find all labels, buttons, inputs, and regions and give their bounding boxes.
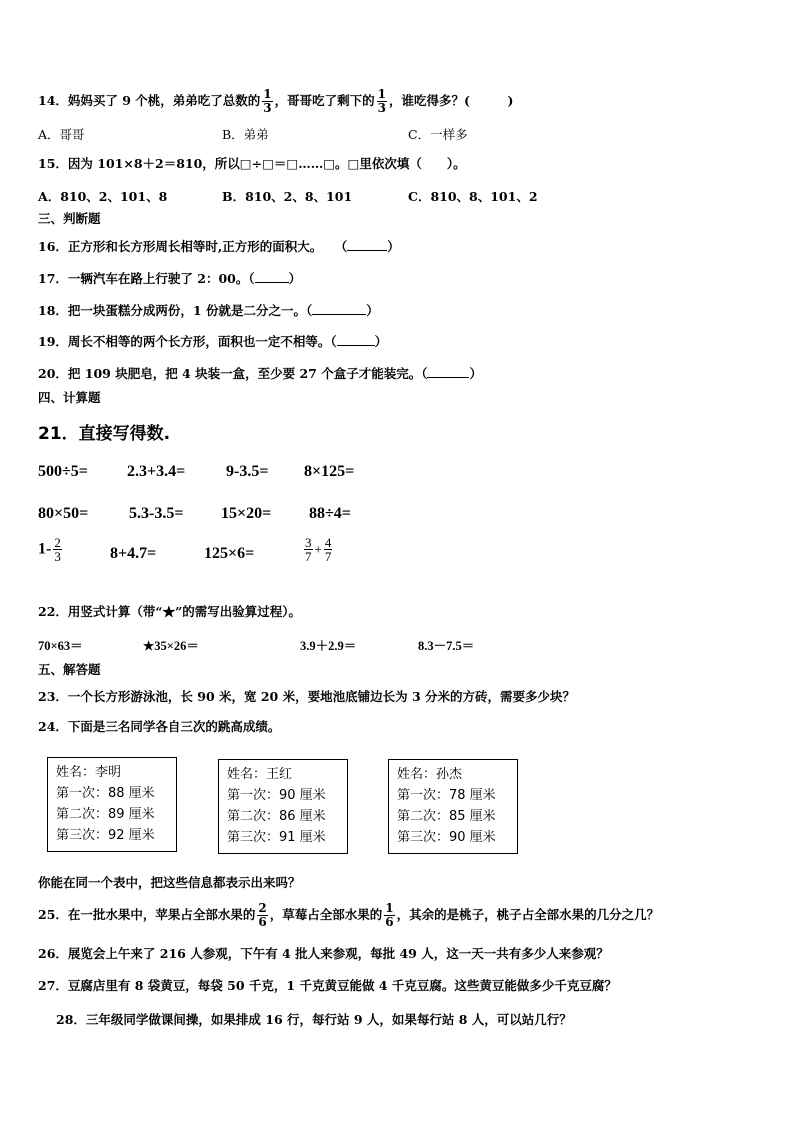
score-2: 第二次：89 厘米 [56,807,155,822]
calc-item: 80×50= [38,505,89,522]
calc-item: 9-3.5= [226,463,269,480]
question-24-ask: 你能在同一个表中，把这些信息都表示出来吗？ [38,875,301,890]
fraction [53,536,62,563]
answer-blank [255,270,289,283]
question-17 [38,270,301,287]
answer-blank [337,333,375,346]
q15-option-c: C．810、8、101、2 [408,189,538,204]
section-heading-4: 四、计算题 [38,390,101,405]
q19-text: 19．周长不相等的两个长方形，面积也一定不相等。（ [38,334,337,349]
fraction-denominator: 3 [263,101,272,115]
student-card [218,759,348,854]
calc-item: 15×20= [221,505,272,522]
question-27: 27．豆腐店里有 8 袋黄豆，每袋 50 千克，1 千克黄豆能做 4 千克豆腐。这些黄豆能做多少千克豆腐？ [38,978,617,993]
vertical-calc-item: ★35×26＝ [143,639,199,653]
q14-option-c: C．一样多 [408,127,468,142]
student-name: 姓名：李明 [56,765,122,780]
vertical-calc-item: 3.9＋2.9＝ [300,639,357,653]
question-22: 22．用竖式计算（带“★”的需写出验算过程）。 [38,604,302,619]
q25-suffix: ，其余的是桃子，桃子占全部水果的几分之几？ [396,907,660,922]
question-14 [38,88,513,115]
answer-blank [312,302,366,315]
fraction-denominator: 3 [377,101,387,115]
fraction-denominator: 7 [305,549,312,564]
calc-item: 500÷5= [38,463,88,480]
score-1: 第一次：90 厘米 [227,788,326,803]
fraction-numerator: 1 [377,87,387,101]
fraction-numerator: 2 [258,901,267,915]
q18-text: 18．把一块蛋糕分成两份，1 份就是二分之一。（ [38,303,313,318]
fraction-denominator: 3 [54,549,61,564]
calc-item: 8×125= [304,463,355,480]
section-heading-3: 三、判断题 [38,211,101,226]
fraction-numerator: 4 [324,535,332,550]
q14-mid: ，哥哥吃了剩下的 [274,93,375,108]
score-3: 第三次：92 厘米 [56,828,155,843]
calc-item: 125×6= [204,545,255,562]
calc-item: 8+4.7= [110,545,157,562]
q16-text: 16．正方形和长方形周长相等时,正方形的面积大。 （ [38,239,348,254]
q14-prefix: 14．妈妈买了 9 个桃，弟弟吃了总数的 [38,93,261,108]
q20-text: 20．把 109 块肥皂，把 4 块装一盒，至少要 27 个盒子才能装完。（ [38,366,428,381]
plus-sign: + [314,541,322,557]
question-20 [38,365,482,382]
calc-item: 5.3-3.5= [129,505,184,522]
student-name: 姓名：王红 [227,767,293,782]
close-paren: ） [366,303,379,318]
close-paren: ） [387,239,400,254]
q14-option-a: A．哥哥 [38,127,85,142]
question-21-title: 21．直接写得数. [38,424,171,444]
q25-mid: ，草莓占全部水果的 [269,907,383,922]
student-name: 姓名：孙杰 [397,767,463,782]
question-25 [38,902,659,929]
q17-text: 17．一辆汽车在路上行驶了 2：00。（ [38,271,255,286]
section-heading-5: 五、解答题 [38,662,101,677]
question-15: 15．因为 101×8＋2＝810，所以□÷□＝□……□。□里依次填（ ）。 [38,156,466,171]
fraction [262,88,272,115]
question-18 [38,302,379,319]
fraction-numerator: 2 [54,535,61,550]
calc-item: 2.3+3.4= [127,463,186,480]
close-paren: ） [374,334,388,349]
question-16 [38,238,400,255]
calc-item-fraction-sum [302,536,334,563]
question-26: 26．展览会上午来了 216 人参观，下午有 4 批人来参观，每批 49 人，这一天一共有多少人来参观？ [38,946,609,961]
fraction-denominator: 7 [324,549,332,564]
fraction-numerator: 1 [385,901,394,915]
score-3: 第三次：90 厘米 [397,830,496,845]
calc-prefix: 1- [38,540,52,558]
q14-suffix: ，谁吃得多？( ) [389,93,514,108]
score-1: 第一次：88 厘米 [56,786,155,801]
q15-option-a: A．810、2、101、8 [38,189,168,204]
score-2: 第二次：86 厘米 [227,809,326,824]
close-paren: ） [469,366,482,381]
q14-option-b: B．弟弟 [222,127,269,142]
close-paren: ） [288,271,302,286]
score-1: 第一次：78 厘米 [397,788,496,803]
calc-item: 88÷4= [309,505,351,522]
question-19 [38,333,387,350]
score-3: 第三次：91 厘米 [227,830,326,845]
fraction [377,88,387,115]
student-card [47,757,177,852]
fraction [257,902,267,929]
fraction [384,902,394,929]
fraction [324,536,333,563]
fraction-numerator: 3 [305,535,312,550]
answer-blank [427,365,469,378]
q15-option-b: B．810、2、8、101 [222,189,353,204]
student-card [388,759,518,854]
question-23: 23．一个长方形游泳池，长 90 米，宽 20 米，要地池底铺边长为 3 分米的方砖，需要多少块？ [38,689,575,704]
answer-blank [347,238,387,251]
fraction [304,536,313,563]
calc-item-fraction [38,536,64,563]
fraction-denominator: 6 [258,915,267,929]
vertical-calc-item: 70×63＝ [38,639,83,653]
fraction-numerator: 1 [263,87,272,101]
score-2: 第二次：85 厘米 [397,809,496,824]
fraction-denominator: 6 [385,915,394,929]
vertical-calc-item: 8.3－7.5＝ [418,639,475,653]
q25-prefix: 25．在一批水果中，苹果占全部水果的 [38,907,256,922]
question-28: 28．三年级同学做课间操，如果排成 16 行，每行站 9 人，如果每行站 8 人，可以站几行？ [56,1012,572,1027]
question-24: 24．下面是三名同学各自三次的跳高成绩。 [38,719,281,734]
